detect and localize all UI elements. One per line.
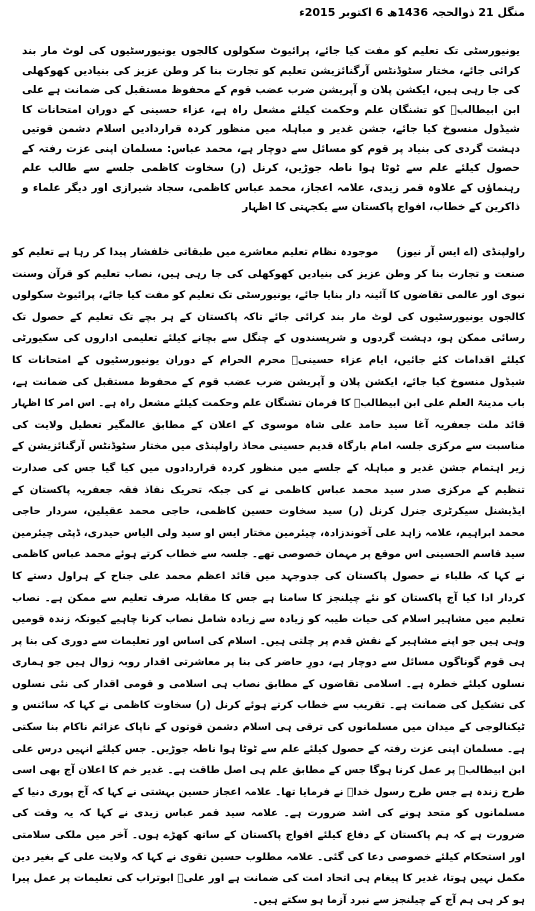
article-source: راولپنڈی (اے ایس آر نیوز) [396,247,525,258]
article-body: موجودہ نظام تعلیم معاشرے میں طبقاتی خلفشار پیدا کر رہا ہے تعلیم کو صنعت و تجارت بنا کر وطن عزیز کی بنیادیں کھوکھلی کی جا رہی ہیں، نصاب تعلیم کو قرآن وسنت نبوی اور عالمی تقاضوں کا آئینہ دار بنایا جائے، یونیورسٹی تک تعلیم کو مفت کیا جائے، پرائیوٹ سکولوں کالجوں یونیورسٹیوں کی لوٹ مار بند کرائی جائے تاکہ پاکستان کے ہر بچے تک تعلیم کے حصول تک رسائی ممکن ہو، دہشت گردوں و شرپسندوں کے چنگل سے بچانے کیلئے تعلیمی اداروں کی سکیورٹی کیلئے اقدامات کئے جائیں، ایام عزاء حسینیؑ محرم الحرام کے دوران یونیورسٹیوں کے امتحانات کا شیڈول منسوخ کیا جائے، ایکشن پلان و آپریشن ضرب عضب قوم کے محفوظ مستقبل کی ضمانت ہے، باب مدینۃ العلم علی ابن ابیطالبؑ کا فرمان تشنگان علم وحکمت کیلئے مشعل راہ ہے۔ اس امر کا اظہار قائد ملت جعفریہ آغا سید حامد علی شاہ موسوی کے اعلان کے مطابق عالمگیر تعطیل ولایت کی مناسبت سے مرکزی جلسہ امام بارگاہ قدیم حسینی محاذ راولپنڈی میں مختار سٹوڈنٹس آرگنائزیشن کے زیر اہتمام جشن غدیر و مباہلہ کے جلسے میں منظور کردہ قراردادوں میں کیا گیا جس کی صدارت تنظیم کے مرکزی صدر سید محمد عباس کاظمی نے کی جبکہ تحریک نفاذ فقہ جعفریہ پاکستان کے ایڈیشنل سیکرٹری جنرل کرنل (ر) سید سخاوت حسین کاظمی، حاجی محمد عقیلین، سردار حاجی محمد ابراہیم، علامہ زاہد علی آخوندزادہ، چیئرمین مختار ایس او سید ولی الیاس حیدری، ڈپٹی چیئرمین سید قاسم الحسینی اس موقع پر مہمان خصوصی تھے۔ جلسہ سے خطاب کرتے ہوئے محمد عباس کاظمی نے کہا کہ طلباء نے حصول پاکستان کی جدوجہد میں قائد اعظم محمد علی جناح کے ہراول دستے کا کردار ادا کیا آج پاکستان کو نئے چیلنجز کا سامنا ہے جس کا مقابلہ صرف تعلیم سے ممکن ہے۔ نصاب تعلیم میں مشاہیر اسلام کی حیات طیبہ کو زیادہ سے زیادہ شامل نصاب کرنا چاہیے کیونکہ زندہ قومیں وہی ہیں جو اپنے مشاہیر کے نقش قدم پر چلتی ہیں۔ اسلام کی اساس اور تعلیمات سے دوری کی بنا پر ہی قوم گوناگوں مسائل سے دوچار ہے، دورِ حاضر کی بنا پر معاشرتی اقدار روبہ زوال ہیں جو ہماری نسلوں کیلئے خطرہ ہے۔ اسلامی تقاضوں کے مطابق نصاب ہی اسلامی و قومی اقدار کی نئی نسلوں کی تشکیل کی ضمانت ہے۔ تقریب سے خطاب کرتے ہوئے کرنل (ر) سخاوت کاظمی نے کہا کہ سائنس و ٹیکنالوجی کے میدان میں مسلمانوں کی ترقی ہی اسلام دشمن قوتوں کے ناپاک عزائم ناکام بنا سکتی ہے۔ مسلمان اپنی عزت رفتہ کے حصول کیلئے علم سے ٹوٹا ہوا ناطہ جوڑیں۔ جس کیلئے انہیں درس علی ابن ابیطالبؑ پر عمل کرنا ہوگا جس کے مطابق علم ہی اصل طاقت ہے۔ غدیر خم کا اعلان آج بھی اسی طرح زندہ ہے جس طرح رسول خداؐ نے فرمایا تھا۔ علامہ اعجاز حسین بہشتی نے کہا کہ آج پوری دنیا کے مسلمانوں کو متحد ہونے کی اشد ضرورت ہے۔ علامہ سید قمر عباس زیدی نے کہا کہ یہ وقت کی ضرورت ہے کہ ہم پاکستان کے دفاع کیلئے افواج پاکستان کے ساتھ کھڑے ہوں۔ آخر میں ملکی سلامتی اور استحکام کیلئے خصوصی دعا کی گئی۔ علامہ مطلوب حسین تقوی نے کہا کہ ولایت علی کے بغیر دین مکمل نہیں ہوتا، غدیر کا پیغام ہی اتحاد امت کی ضمانت ہے اور علیؑ ابوتراب کی تعلیمات پر عمل پیرا ہو کر ہی ہم آج کے چیلنجز سے نبرد آزما ہو سکتے ہیں۔ [12,247,525,906]
news-article [12,242,525,911]
news-summary: یونیورسٹی تک تعلیم کو مفت کیا جائے، پرائیوٹ سکولوں کالجوں یونیورسٹیوں کی لوٹ مار بند کرائی جائے، مختار سٹوڈنٹس آرگنائزیشن تعلیم کو تجارت بنا کر وطن عزیز کی بنیادیں کھوکھلی کی جا رہی ہیں، ایکشن پلان و آپریشن ضرب عضب قوم کے محفوظ مستقبل کی ضمانت ہے علی ابن ابیطالبؑ کو تشنگان علم وحکمت کیلئے مشعل راہ ہے، عزاء حسینی کے دوران امتحانات کا شیڈول منسوخ کیا جائے، جشن غدیر و مباہلہ میں منظور کردہ قراردادیں اسلام دشمن قوتیں دہشت گردی کی بنیاد پر قوم کو مسائل سے دوچار ہے، محمد عباس: مسلمان اپنی عزت رفتہ کے حصول کیلئے علم سے ٹوٹا ہوا ناطہ جوڑیں، کرنل (ر) سخاوت کاظمی جلسے سے طالب علم رہنماؤں کے علاوہ قمر زیدی، علامہ اعجاز، محمد عباس کاظمی، سجاد شیرازی اور دیگر علماء و ذاکرین کے خطاب، افواج پاکستان سے یکجہتی کا اظہار [22,45,520,213]
article-paragraph [12,242,525,911]
publication-date: منگل 21 ذوالحجہ 1436ھ 6 اکتوبر 2015ء [299,6,525,19]
